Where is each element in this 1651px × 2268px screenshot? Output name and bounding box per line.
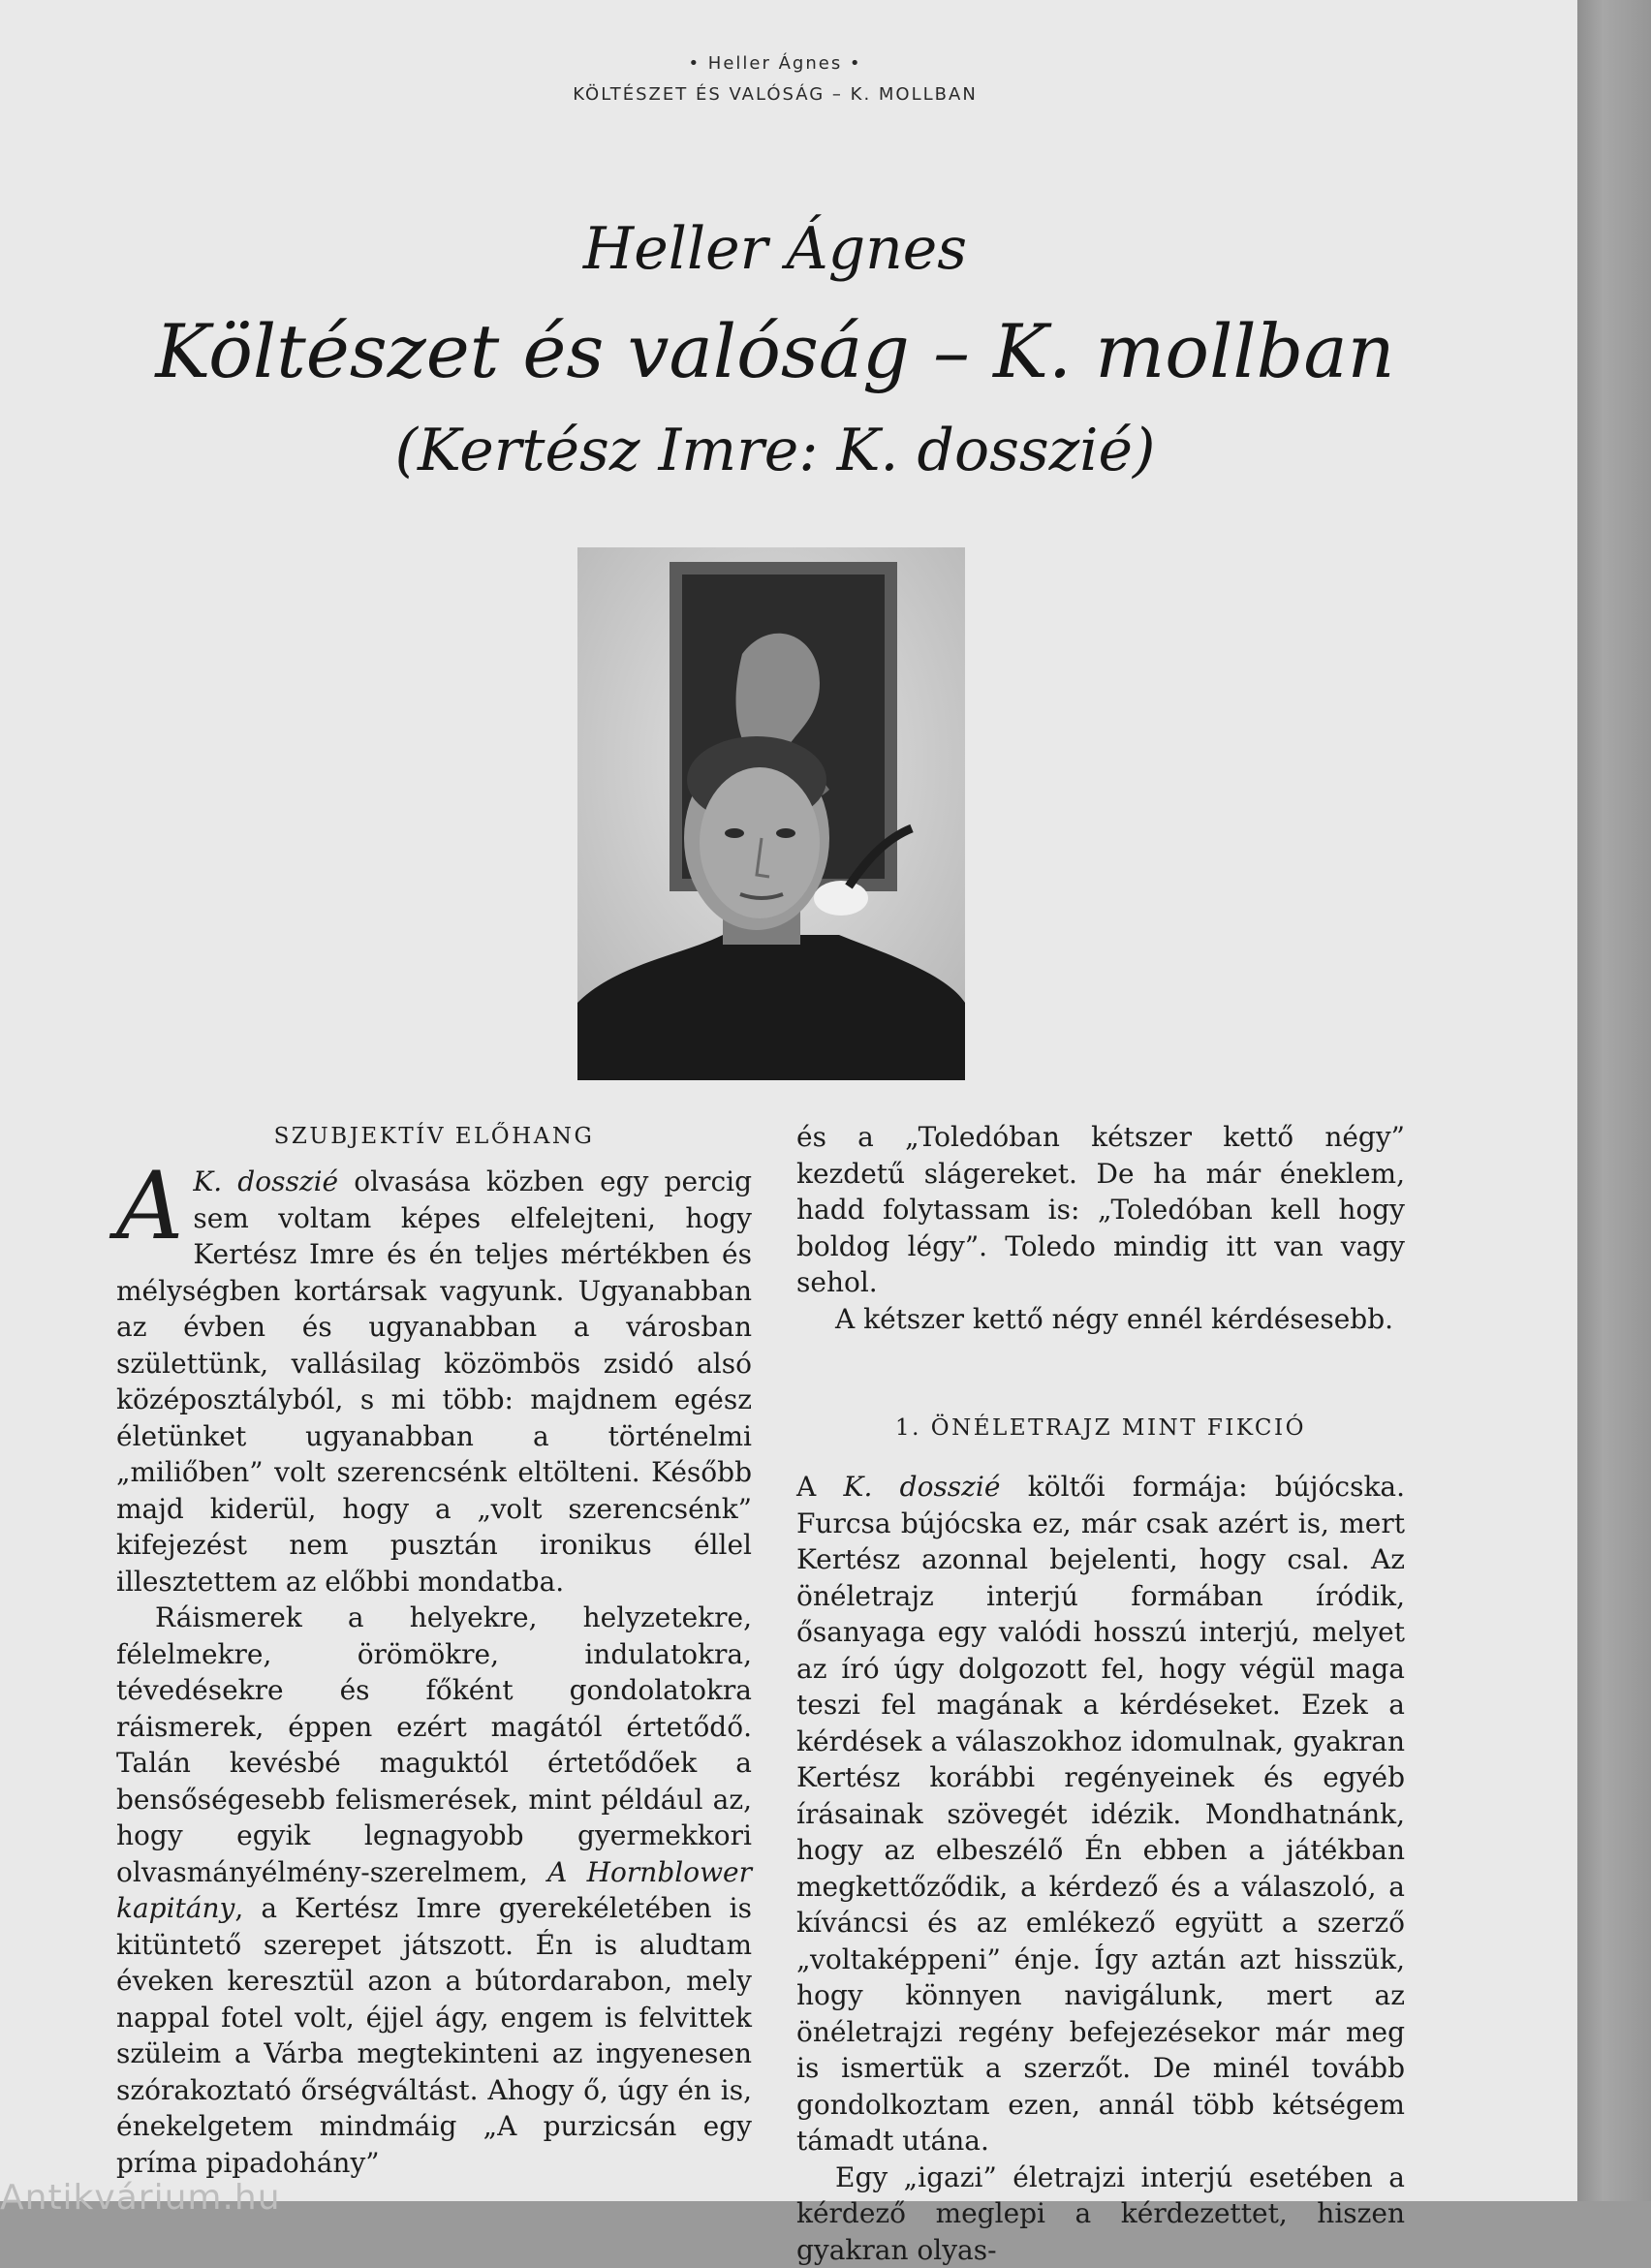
paragraph-text: Ráismerek a helyekre, helyzetekre, félelmekre, örömökre, indulatokra, tévedésekre és főként gondolatokra ráismerek, éppen ezért magától értetődő. Talán kevésbé maguktól értetődőek a bensőségesebb felismerések, mint például az, hogy egyik legnagyobb gyermekkori olvasmányélmény-szerelmem, (116, 1601, 752, 1888)
paragraph: és a „Toledóban kétszer kettő négy” kezdetű slágereket. De ha már éneklem, hadd folytassam is: „Toledóban kell hogy boldog légy”. Toledo mindig itt van vagy sehol. (796, 1119, 1405, 1301)
paragraph: A kétszer kettő négy ennél kérdésesebb. (796, 1301, 1405, 1338)
running-head-author: • Heller Ágnes • (0, 48, 1550, 79)
author-portrait-photo (577, 547, 965, 1080)
portrait-photo-icon (577, 547, 965, 1080)
book-title-italic: A Hornblower kapitány (116, 1856, 752, 1925)
right-column (796, 1119, 1405, 2268)
paragraph: Egy „igazi” életrajzi interjú esetében a kérdező meglepi a kérdezettet, hiszen gyakran olyas- (796, 2159, 1405, 2268)
paragraph (116, 1600, 752, 2181)
page-edge (1577, 0, 1651, 2201)
paragraph-text: A (796, 1471, 844, 1503)
section-title-autobiography: 1. ÖNÉLETRAJZ MINT FIKCIÓ (796, 1411, 1405, 1445)
paragraph (796, 1469, 1405, 2159)
left-column (116, 1119, 752, 2181)
article-subtitle: (Kertész Imre: K. dosszié) (0, 417, 1550, 484)
paragraph-text: , a Kertész Imre gyerekéletében is kitüntető szerepet játszott. Én is aludtam éveken keresztül azon a bútordarabon, mely nappal fotel volt, éjjel ágy, engem is felvittek szüleim a Várba megtekinteni az ingyenesen szórakoztató őrségváltást. Ahogy ő, úgy én is, énekelgetem mindmáig „A purzicsán egy príma pipadohány” (116, 1892, 752, 2179)
paragraph-text: költői formája: bújócska. Furcsa bújócska ez, már csak azért is, mert Kertész azonnal bejelenti, hogy csal. Az önéletrajz interjú formában íródik, ősanyaga egy valódi hosszú interjú, melyet az író úgy dolgozott fel, hogy végül maga teszi fel magának a kérdéseket. Ezek a kérdések a válaszokhoz idomulnak, gyakran Kertész korábbi regényeinek és egyéb írásainak szövegét idézik. Mondhatnánk, hogy az elbeszélő Én ebben a játékban megkettőződik, a kérdező és a válaszoló, a kíváncsi és az emlékező együtt a szerző „voltaképpeni” énje. Így aztán azt hisszük, hogy könnyen navigálunk, mert az önéletrajzi regény befejezésekor már meg is ismertük a szerzőt. De minél tovább gondolkoztam ezen, annál több kétségem támadt utána. (796, 1471, 1405, 2157)
paragraph-text: olvasása közben egy percig sem voltam képes elfelejteni, hogy Kertész Imre és én teljes mértékben és mélységben kortársak vagyunk. Ugyanabban az évben és ugyanabban a városban születtünk, vallásilag közömbös zsidó alsó középosztályból, s mi több: majdnem egész életünket ugyanabban a történelmi „miliőben” volt szerencsénk eltölteni. Később majd kiderül, hogy a „volt szerencsénk” kifejezést nem pusztán ironikus éllel illesztettem az előbbi mondatba. (116, 1165, 752, 1598)
watermark: Antikvárium.hu (0, 2178, 281, 2218)
drop-cap: A (116, 1167, 183, 1245)
section-title-prelude: SZUBJEKTÍV ELŐHANG (116, 1119, 752, 1154)
article-author: Heller Ágnes (0, 215, 1550, 283)
running-head (0, 48, 1550, 110)
paragraph (116, 1164, 752, 1600)
running-head-title: KÖLTÉSZET ÉS VALÓSÁG – K. MOLLBAN (0, 79, 1550, 110)
book-title-italic: K. dosszié (193, 1165, 338, 1197)
book-title-italic: K. dosszié (844, 1471, 1001, 1503)
article-title: Költészet és valóság – K. mollban (0, 308, 1550, 394)
